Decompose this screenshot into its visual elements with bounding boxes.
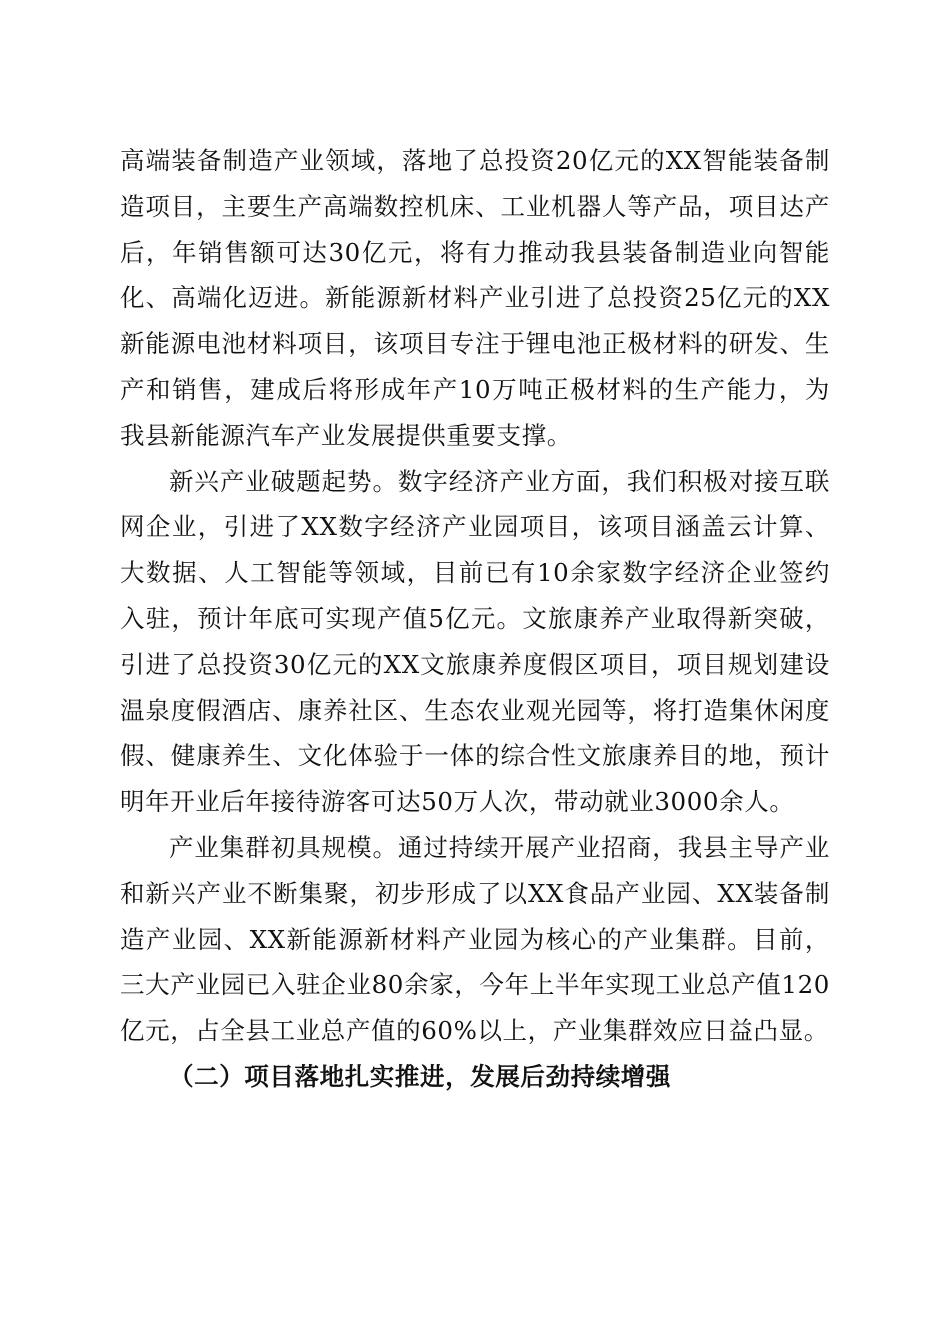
paragraph-emerging-industries: 新兴产业破题起势。数字经济产业方面，我们积极对接互联网企业，引进了XX数字经济产业园项目，该项目涵盖云计算、大数据、人工智能等领域，目前已有10余家数字经济企业签约入驻，预计年底可实现产值5亿元。文旅康养产业取得新突破，引进了总投资30亿元的XX文旅康养度假区项目，项目规划建设温泉度假酒店、康养社区、生态农业观光园等，将打造集休闲度假、健康养生、文化体验于一体的综合性文旅康养目的地，预计明年开业后年接待游客可达50万人次，带动就业3000余人。	[120, 466, 830, 817]
paragraph-industry-projects: 高端装备制造产业领域，落地了总投资20亿元的XX智能装备制造项目，主要生产高端数控机床、工业机器人等产品，项目达产后，年销售额可达30亿元，将有力推动我县装备制造业向智能化、高端化迈进。新能源新材料产业引进了总投资25亿元的XX新能源电池材料项目，该项目专注于锂电池正极材料的研发、生产和销售，建成后将形成年产10万吨正极材料的生产能力，为我县新能源汽车产业发展提供重要支撑。	[120, 146, 830, 450]
paragraph-industry-clusters: 产业集群初具规模。通过持续开展产业招商，我县主导产业和新兴产业不断集聚，初步形成了以XX食品产业园、XX装备制造产业园、XX新能源新材料产业园为核心的产业集群。目前，三大产业园已入驻企业80余家，今年上半年实现工业总产值120亿元，占全县工业总产值的60%以上，产业集群效应日益凸显。	[120, 832, 830, 1046]
document-body	[120, 138, 830, 1100]
section-heading: （二）项目落地扎实推进，发展后劲持续增强	[169, 1061, 671, 1091]
